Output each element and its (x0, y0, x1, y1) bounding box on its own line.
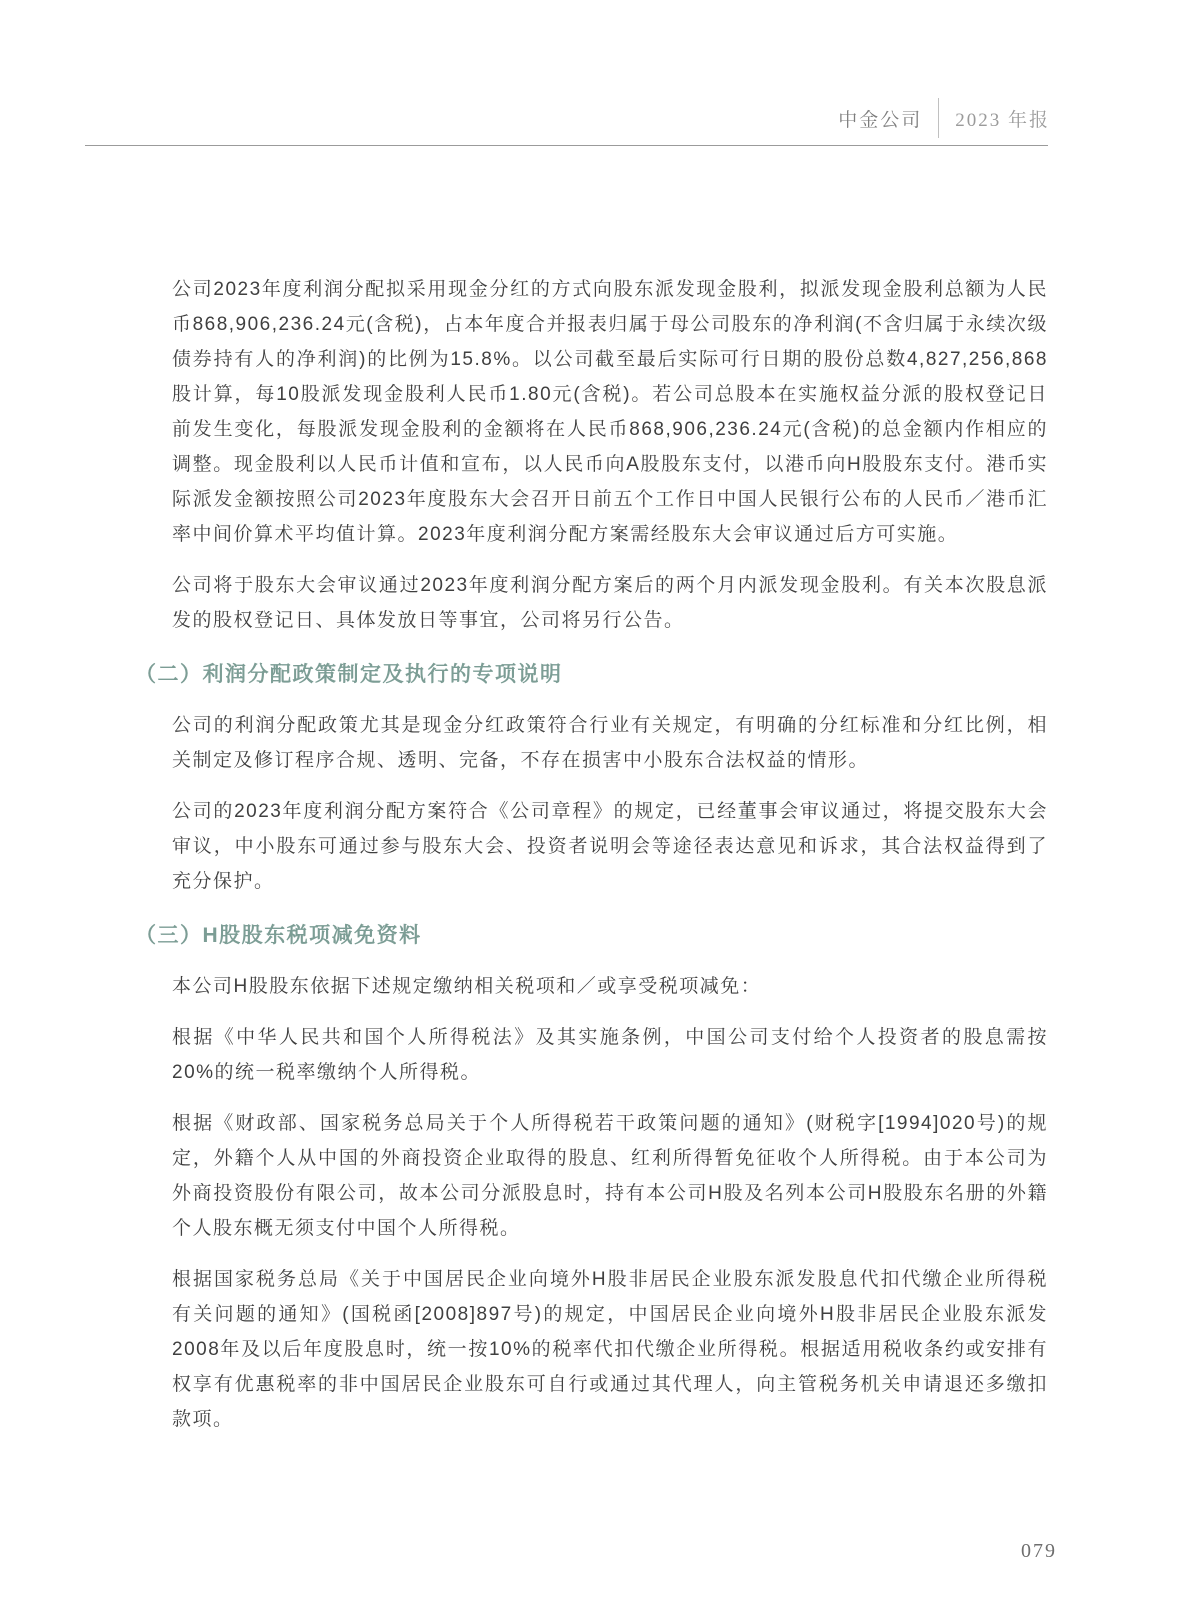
paragraph-foreign-individual-exemption: 根据《财政部、国家税务总局关于个人所得税若干政策问题的通知》(财税字[1994]020号)的规定，外籍个人从中国的外商投资企业取得的股息、红利所得暂免征收个人所得税。由于本公司为外商投资股份有限公司，故本公司分派股息时，持有本公司H股及名列本公司H股股东名册的外籍个人股东概无须支付中国个人所得税。 (172, 1113, 1048, 1239)
paragraph-plan-approval-process: 公司的2023年度利润分配方案符合《公司章程》的规定，已经董事会审议通过，将提交股东大会审议，中小股东可通过参与股东大会、投资者说明会等途径表达意见和诉求，其合法权益得到了充分保护。 (172, 801, 1048, 892)
paragraph-tax-relief-intro: 本公司H股股东依据下述规定缴纳相关税项和／或享受税项减免： (172, 976, 762, 997)
paragraph-non-resident-enterprise-withholding: 根据国家税务总局《关于中国居民企业向境外H股非居民企业股东派发股息代扣代缴企业所得税有关问题的通知》(国税函[2008]897号)的规定，中国居民企业向境外H股非居民企业股东派发2008年及以后年度股息时，统一按10%的税率代扣代缴企业所得税。根据适用税收条约或安排有权享有优惠税率的非中国居民企业股东可自行或通过其代理人，向主管税务机关申请退还多缴扣款项。 (172, 1269, 1048, 1430)
paragraph-dividend-distribution-plan: 公司2023年度利润分配拟采用现金分红的方式向股东派发现金股利，拟派发现金股利总额为人民币868,906,236.24元(含税)，占本年度合并报表归属于母公司股东的净利润(不含归属于永续次级债券持有人的净利润)的比例为15.8%。以公司截至最后实际可行日期的股份总数4,827,256,868股计算，每10股派发现金股利人民币1.80元(含税)。若公司总股本在实施权益分派的股权登记日前发生变化，每股派发现金股利的金额将在人民币868,906,236.24元(含税)的总金额内作相应的调整。现金股利以人民币计值和宣布，以人民币向A股股东支付，以港币向H股股东支付。港币实际派发金额按照公司2023年度股东大会召开日前五个工作日中国人民银行公布的人民币／港币汇率中间价算术平均值计算。2023年度利润分配方案需经股东大会审议通过后方可实施。 (172, 279, 1048, 545)
paragraph-individual-income-tax: 根据《中华人民共和国个人所得税法》及其实施条例，中国公司支付给个人投资者的股息需按20%的统一税率缴纳个人所得税。 (172, 1027, 1048, 1083)
page-header (838, 98, 1050, 138)
section-heading-h-share-tax-relief: （三）H股股东税项减免资料 (135, 924, 422, 947)
section-heading-profit-distribution-policy: （二）利润分配政策制定及执行的专项说明 (135, 663, 563, 686)
main-content (135, 272, 1048, 1453)
paragraph-policy-compliance: 公司的利润分配政策尤其是现金分红政策符合行业有关规定，有明确的分红标准和分红比例，相关制定及修订程序合规、透明、完备，不存在损害中小股东合法权益的情形。 (172, 715, 1048, 771)
header-rule (85, 145, 1048, 146)
paragraph-dividend-payment-timing: 公司将于股东大会审议通过2023年度利润分配方案后的两个月内派发现金股利。有关本次股息派发的股权登记日、具体发放日等事宜，公司将另行公告。 (172, 575, 1048, 631)
company-name: 中金公司 (838, 109, 923, 131)
report-title: 2023 年报 (955, 109, 1050, 131)
page-number: 079 (1021, 1540, 1057, 1562)
